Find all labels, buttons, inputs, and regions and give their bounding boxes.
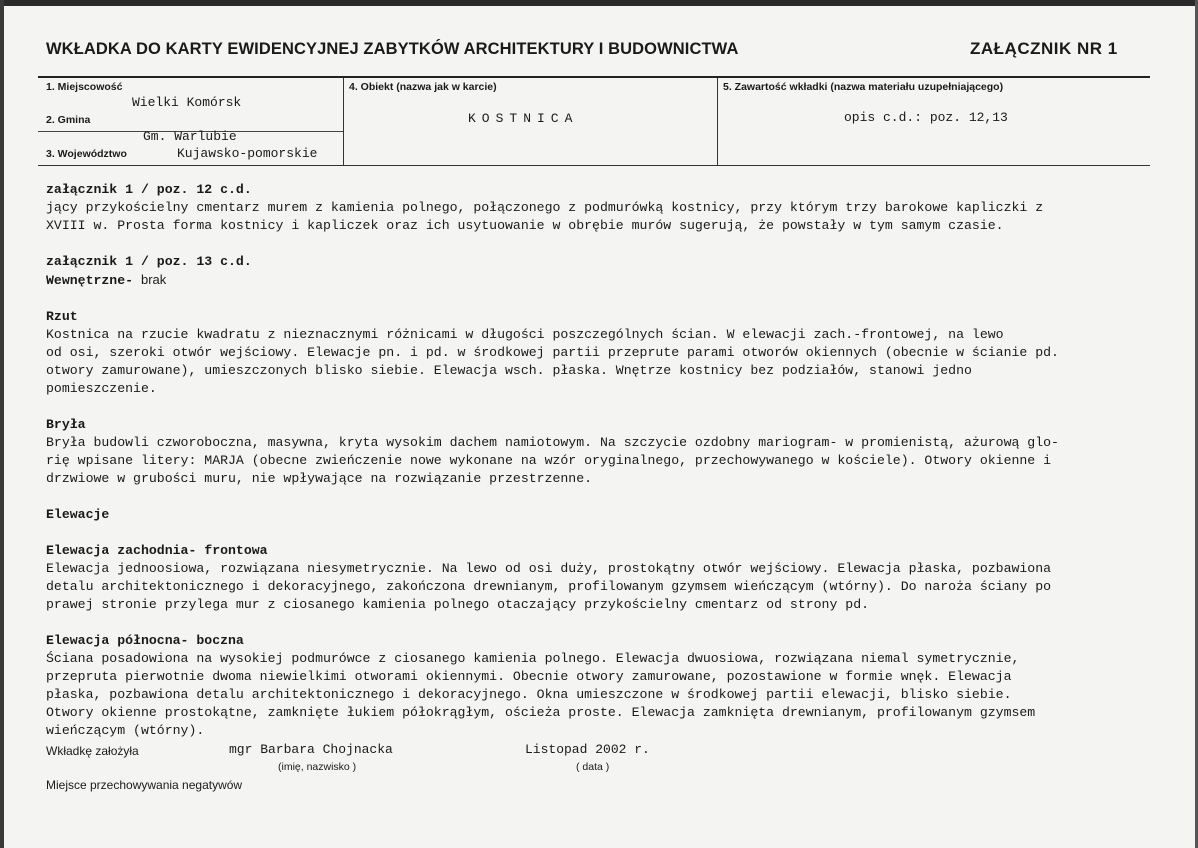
section-heading: Elewacja północna- boczna bbox=[46, 633, 244, 648]
section-heading: załącznik 1 / poz. 13 c.d. bbox=[46, 254, 252, 269]
wojewodztwo-label: 3. Województwo bbox=[46, 148, 127, 160]
text-line: Ściana posadowiona na wysokiej podmurówce z ciosanego kamienia polnego. Elewacja dwuosiowa, rozwiązana niemal symetrycznie, bbox=[46, 651, 1020, 666]
text-line: przepruta pierwotnie dwoma niewielkimi otworami okiennymi. Obecnie otwory zamurowane, pozostawione w formie wnęk. Elewacja bbox=[46, 669, 1012, 684]
text-line: wieńczącym (wtórny). bbox=[46, 723, 205, 738]
grid-divider-1 bbox=[343, 78, 344, 165]
text-line: rię wpisane litery: MARJA (obecne zwieńczenie nowe wykonane na wzór oryginalnego, przechowywanego w kościele). Otwory okienne i bbox=[46, 453, 1052, 468]
text-line: Elewacja jednoosiowa, rozwiązana niesymetrycznie. Na lewo od osi duży, prostokątny otwór wejściowy. Elewacja płaska, pozbawiona bbox=[46, 561, 1052, 576]
gmina-label: 2. Gmina bbox=[46, 114, 91, 126]
info-grid bbox=[38, 76, 1150, 166]
author-label: Wkładkę założyła bbox=[46, 744, 139, 758]
obiekt-label: 4. Obiekt (nazwa jak w karcie) bbox=[349, 81, 497, 93]
section-heading: załącznik 1 / poz. 12 c.d. bbox=[46, 182, 252, 197]
section-elewacja-polnocna bbox=[46, 632, 1156, 740]
text-line: pomieszczenie. bbox=[46, 381, 157, 396]
text-line: prawej stronie przylega mur z ciosanego kamienia polnego otaczający przykościelny cmentarz od strony pd. bbox=[46, 597, 870, 612]
text-line: płaska, pozbawiona detalu architektonicznego i dekoracyjnego. Okna umieszczone w środkowej partii elewacji, blisko siebie. bbox=[46, 687, 1012, 702]
miejscowosc-value: Wielki Komórsk bbox=[132, 95, 242, 110]
gmina-value: Gm. Warlubie bbox=[143, 129, 237, 144]
author-value: mgr Barbara Chojnacka bbox=[229, 742, 393, 757]
negatives-label: Miejsce przechowywania negatywów bbox=[46, 778, 243, 792]
text-line: jący przykościelny cmentarz murem z kamienia polnego, połączonego z podmurówką kostnicy, przy którym trzy barokowe kapliczki z bbox=[46, 200, 1044, 215]
text-line: drzwiowe w grubości muru, nie wpływające na rozwiązanie przestrzenne. bbox=[46, 471, 593, 486]
miejscowosc-label: 1. Miejscowość bbox=[46, 81, 123, 93]
annex-number: ZAŁĄCZNIK NR 1 bbox=[970, 39, 1118, 58]
date-caption: ( data ) bbox=[576, 761, 610, 773]
text-line bbox=[46, 271, 1156, 290]
grid-divider-2 bbox=[717, 78, 718, 165]
section-poz13 bbox=[46, 253, 1156, 290]
wojewodztwo-value: Kujawsko-pomorskie bbox=[177, 146, 318, 161]
document-body bbox=[46, 181, 1156, 758]
text-line: XVIII w. Prosta forma kostnicy i kapliczek oraz ich usytuowanie w obrębie murów sugerują, że powstały w tym samym czasie. bbox=[46, 218, 1004, 233]
text-line: od osi, szeroki otwór wejściowy. Elewacje pn. i pd. w środkowej partii przeprute parami otworów okiennych (obecnie w ścianie pd. bbox=[46, 345, 1059, 360]
document-title: WKŁADKA DO KARTY EWIDENCYJNEJ ZABYTKÓW ARCHITEKTURY I BUDOWNICTWA bbox=[46, 40, 739, 58]
text-line: Otwory okienne prostokątne, zamknięte łukiem półokrągłym, ościeża proste. Elewacja zamknięta drewnianym, profilowanym gzymsem bbox=[46, 705, 1036, 720]
date-value: Listopad 2002 r. bbox=[525, 742, 650, 757]
section-rzut bbox=[46, 308, 1156, 398]
scan-edge-top bbox=[0, 0, 1198, 6]
text-line: Bryła budowli czworoboczna, masywna, kryta wysokim dachem namiotowym. Na szczycie ozdobny mariogram- w promienistą, ażurową glo- bbox=[46, 435, 1059, 450]
author-caption: (imię, nazwisko ) bbox=[278, 761, 357, 773]
scan-edge-left bbox=[0, 0, 4, 848]
section-heading: Elewacja zachodnia- frontowa bbox=[46, 543, 268, 558]
section-heading: Elewacje bbox=[46, 507, 110, 522]
section-poz12 bbox=[46, 181, 1156, 235]
obiekt-value: KOSTNICA bbox=[468, 111, 579, 126]
zawartosc-value: opis c.d.: poz. 12,13 bbox=[844, 110, 1008, 125]
wewnetrzne-text: brak bbox=[140, 272, 167, 287]
section-heading: Bryła bbox=[46, 417, 86, 432]
section-heading: Rzut bbox=[46, 309, 78, 324]
text-line: detalu architektonicznego i dekoracyjnego, zakończona drewnianym, profilowanym gzymsem wieńczącym (wtórny). Do naroża ściany po bbox=[46, 579, 1052, 594]
section-bryla bbox=[46, 416, 1156, 488]
section-elewacja-zachodnia bbox=[46, 542, 1156, 614]
text-line: Kostnica na rzucie kwadratu z nieznacznymi różnicami w długości poszczególnych ścian. W elewacji zach.-frontowej, na lewo bbox=[46, 327, 1004, 342]
zawartosc-label: 5. Zawartość wkładki (nazwa materiału uzupełniającego) bbox=[723, 81, 1004, 93]
section-elewacje bbox=[46, 506, 1156, 524]
subheading-wewnetrzne: Wewnętrzne- bbox=[46, 273, 134, 288]
text-line: otwory zamurowane), umieszczonych blisko siebie. Elewacja wsch. płaska. Wnętrze kostnicy bez podziałów, stanowi jedno bbox=[46, 363, 972, 378]
